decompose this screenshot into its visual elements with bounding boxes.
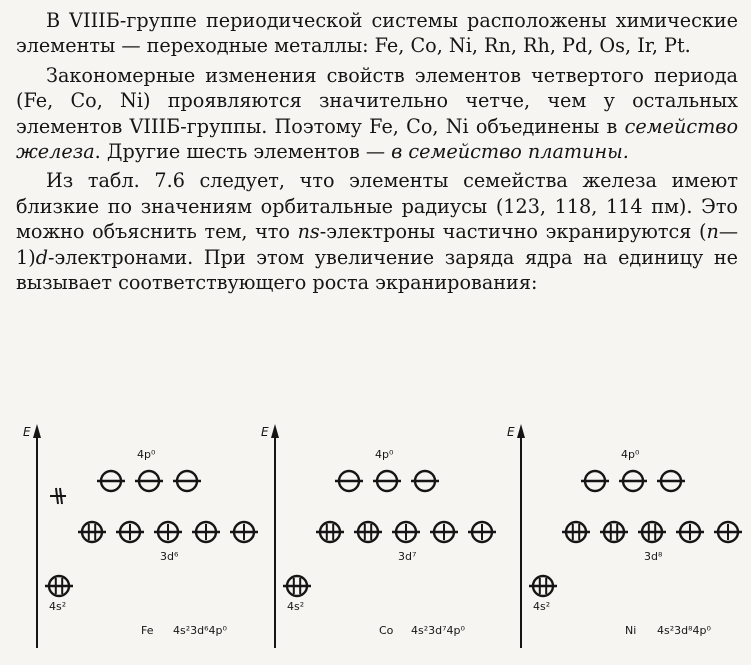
panel-ni-d-label: 3d⁸ — [644, 550, 663, 563]
panel-ni-s-label: 4s² — [533, 600, 551, 613]
panel-co-config: 4s²3d⁷4p⁰ — [411, 624, 465, 637]
paragraph-3-text-c: —1) — [16, 220, 739, 269]
paragraph-3 — [16, 168, 738, 295]
panel-ni-element: Ni — [625, 624, 637, 637]
panel-fe-axis-label: E — [23, 425, 31, 439]
term-d: d — [35, 245, 48, 269]
panel-co-axis-label: E — [261, 425, 269, 439]
term-ns: ns — [297, 220, 320, 244]
term-n: n — [706, 220, 719, 244]
panel-co-element: Co — [379, 624, 394, 637]
stray-mark-stroke-1 — [56, 488, 58, 504]
panel-co-axis-arrow — [271, 424, 279, 438]
panel-ni-axis-label: E — [507, 425, 515, 439]
paragraph-3-text-d: -электронами. При этом увеличение заряда ядра на единицу не вызывает соответствующего роста экранирования: — [16, 245, 738, 295]
panel-fe-s-label: 4s² — [49, 600, 67, 613]
orbital-diagram — [0, 410, 751, 665]
paragraph-2 — [16, 63, 738, 165]
panel-fe-d-label: 3d⁶ — [160, 550, 179, 563]
panel-ni-config: 4s²3d⁸4p⁰ — [657, 624, 711, 637]
panel-co-d-label: 3d⁷ — [398, 550, 417, 563]
stray-mark-stroke-2 — [60, 488, 62, 504]
paragraph-2-text: Закономерные изменения свойств элементов четвертого периода (Fe, Co, Ni) проявляются значительно четче, чем у остальных элементов VIIIБ-группы. Поэтому Fe, Co, Ni объединены в — [16, 63, 738, 138]
paragraph-3-text: Из табл. 7.6 следует, что элементы семейства железа имеют близкие по значениям орбитальные радиусы (123, 118, 114 пм). Это можно объяснить тем, что — [16, 169, 738, 244]
panel-co-s-label: 4s² — [287, 600, 305, 613]
text-body — [16, 8, 738, 299]
panel-ni-axis-arrow — [517, 424, 525, 438]
panel-fe-axis-arrow — [33, 424, 41, 438]
paragraph-3-text-b: -электроны частично экранируются ( — [319, 220, 707, 244]
orbital-diagram-svg — [0, 410, 751, 665]
panel-ni-p-label: 4p⁰ — [621, 448, 640, 461]
paragraph-2-text-b: . Другие шесть элементов — — [94, 140, 392, 164]
term-platinum-family: в семейство платины. — [391, 140, 629, 164]
paragraph-1 — [16, 8, 738, 59]
panel-co-p-label: 4p⁰ — [375, 448, 394, 461]
panel-fe-p-label: 4p⁰ — [137, 448, 156, 461]
panel-fe-element: Fe — [141, 624, 154, 637]
term-iron-family: семейство железа — [16, 114, 738, 164]
paragraph-1-text: В VIIIБ-группе периодической системы расположены химические элементы — переходные металлы: Fe, Co, Ni, Rn, Rh, Pd, Os, Ir, Pt. — [16, 9, 738, 58]
panel-fe-config: 4s²3d⁶4p⁰ — [173, 624, 227, 637]
